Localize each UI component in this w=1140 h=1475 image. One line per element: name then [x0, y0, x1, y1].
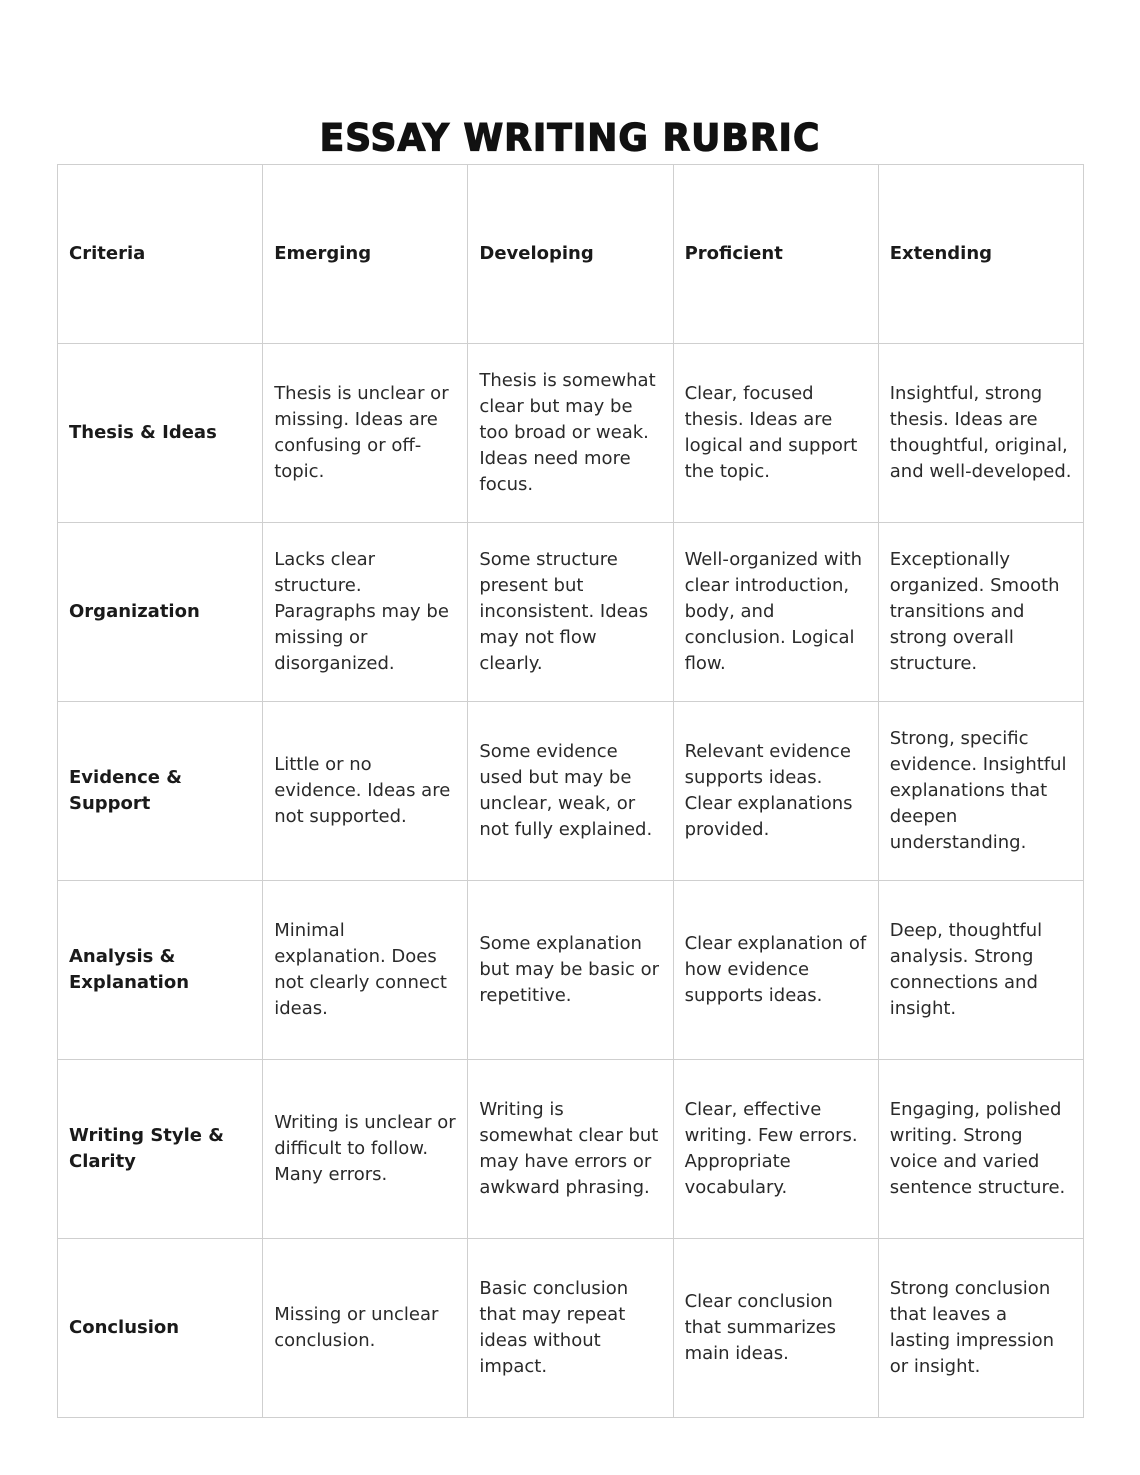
- extending-cell: Exceptionally organized. Smooth transitions and strong overall structure.: [878, 523, 1083, 702]
- extending-cell: Strong, specific evidence. Insightful explanations that deepen understanding.: [878, 702, 1083, 881]
- emerging-cell: Little or no evidence. Ideas are not supported.: [263, 702, 468, 881]
- page-title: ESSAY WRITING RUBRIC: [319, 116, 821, 161]
- emerging-cell: Writing is unclear or difficult to follow. Many errors.: [263, 1060, 468, 1239]
- header-criteria: Criteria: [58, 165, 263, 344]
- table-row: [58, 702, 1084, 881]
- extending-cell: Deep, thoughtful analysis. Strong connections and insight.: [878, 881, 1083, 1060]
- criteria-cell: Thesis & Ideas: [58, 344, 263, 523]
- table-row: [58, 881, 1084, 1060]
- table-row: [58, 523, 1084, 702]
- criteria-cell: Writing Style & Clarity: [58, 1060, 263, 1239]
- proficient-cell: Clear conclusion that summarizes main ideas.: [673, 1239, 878, 1418]
- developing-cell: Some evidence used but may be unclear, weak, or not fully explained.: [468, 702, 673, 881]
- proficient-cell: Relevant evidence supports ideas. Clear explanations provided.: [673, 702, 878, 881]
- developing-cell: Some structure present but inconsistent. Ideas may not flow clearly.: [468, 523, 673, 702]
- proficient-cell: Clear explanation of how evidence supports ideas.: [673, 881, 878, 1060]
- table-row: [58, 344, 1084, 523]
- emerging-cell: Missing or unclear conclusion.: [263, 1239, 468, 1418]
- emerging-cell: Thesis is unclear or missing. Ideas are confusing or off-topic.: [263, 344, 468, 523]
- header-extending: Extending: [878, 165, 1083, 344]
- criteria-cell: Conclusion: [58, 1239, 263, 1418]
- header-emerging: Emerging: [263, 165, 468, 344]
- rubric-table: [57, 164, 1084, 1418]
- table-row: [58, 1060, 1084, 1239]
- extending-cell: Insightful, strong thesis. Ideas are thoughtful, original, and well-developed.: [878, 344, 1083, 523]
- extending-cell: Engaging, polished writing. Strong voice and varied sentence structure.: [878, 1060, 1083, 1239]
- emerging-cell: Minimal explanation. Does not clearly connect ideas.: [263, 881, 468, 1060]
- criteria-cell: Evidence & Support: [58, 702, 263, 881]
- header-developing: Developing: [468, 165, 673, 344]
- developing-cell: Writing is somewhat clear but may have errors or awkward phrasing.: [468, 1060, 673, 1239]
- developing-cell: Thesis is somewhat clear but may be too broad or weak. Ideas need more focus.: [468, 344, 673, 523]
- proficient-cell: Well-organized with clear introduction, body, and conclusion. Logical flow.: [673, 523, 878, 702]
- extending-cell: Strong conclusion that leaves a lasting impression or insight.: [878, 1239, 1083, 1418]
- criteria-cell: Organization: [58, 523, 263, 702]
- table-row: [58, 1239, 1084, 1418]
- proficient-cell: Clear, effective writing. Few errors. Appropriate vocabulary.: [673, 1060, 878, 1239]
- header-proficient: Proficient: [673, 165, 878, 344]
- emerging-cell: Lacks clear structure. Paragraphs may be missing or disorganized.: [263, 523, 468, 702]
- criteria-cell: Analysis & Explanation: [58, 881, 263, 1060]
- developing-cell: Basic conclusion that may repeat ideas without impact.: [468, 1239, 673, 1418]
- header-row: [58, 165, 1084, 344]
- proficient-cell: Clear, focused thesis. Ideas are logical and support the topic.: [673, 344, 878, 523]
- developing-cell: Some explanation but may be basic or repetitive.: [468, 881, 673, 1060]
